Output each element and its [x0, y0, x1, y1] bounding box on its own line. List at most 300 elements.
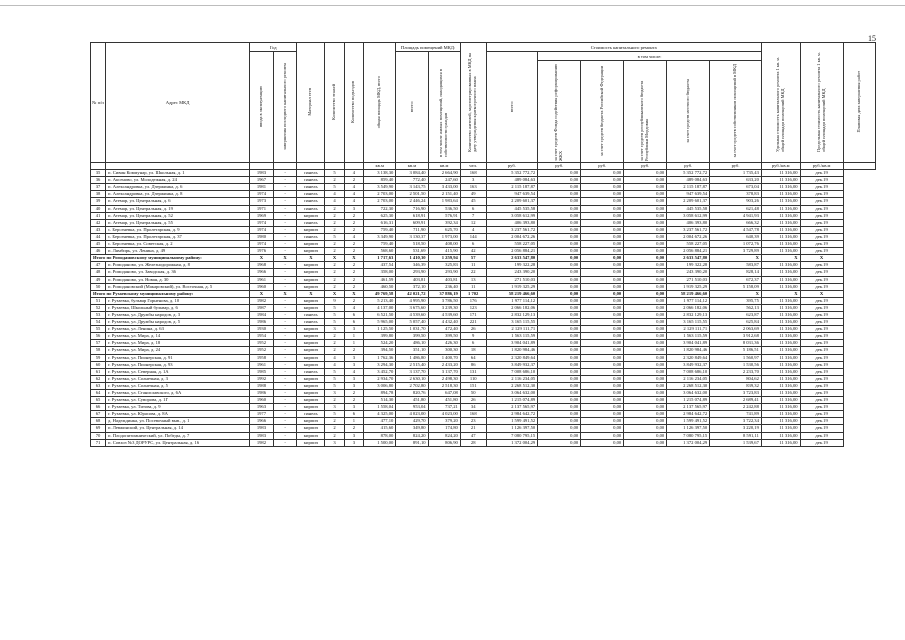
table-row	[91, 311, 876, 318]
cell-dt: дек.19	[800, 191, 843, 198]
row-address: п. Ромодановский (Макаровский), ул. Восточная, д. 5	[106, 283, 250, 290]
table-row	[91, 404, 876, 411]
table-row	[91, 418, 876, 425]
cell-en: 3	[344, 439, 363, 446]
cell-c3: 0,00	[624, 262, 667, 269]
cell-ct: 2 268 512,30	[486, 382, 538, 389]
cell-ra: 472,40	[428, 326, 460, 333]
cell-en: 3	[344, 354, 363, 361]
cell-mx: 11 316,00	[761, 354, 800, 361]
cell-ct: 243 390,20	[486, 269, 538, 276]
cell-mx: 11 316,00	[761, 276, 800, 283]
cell-c1: 0,00	[538, 205, 581, 212]
row-number: 58	[91, 347, 106, 354]
cell-y1: 1983	[250, 170, 274, 177]
cell-mat: панель	[297, 177, 325, 184]
cell-c3: 0,00	[624, 255, 667, 262]
cell-en: 3	[344, 375, 363, 382]
cell-y1: 1960	[250, 283, 274, 290]
cell-c2: 0,00	[581, 390, 624, 397]
cell-y2: -	[273, 219, 297, 226]
cell-y2: -	[273, 297, 297, 304]
cell-reg: 11	[460, 262, 486, 269]
cell-mx: 11 316,00	[761, 340, 800, 347]
cell-y2: -	[273, 411, 297, 418]
col-owners-header: за счет средств собственников помещений в МКД	[710, 61, 762, 163]
table-row	[91, 397, 876, 404]
cell-reg: 163	[460, 184, 486, 191]
cell-ra: 625,70	[428, 226, 460, 233]
cell-ta: 859,40	[364, 177, 396, 184]
cell-c3: 0,00	[624, 219, 667, 226]
table-row	[91, 333, 876, 340]
cell-sp: X	[710, 290, 762, 297]
top-rule	[0, 5, 905, 6]
cell-c1: 0,00	[538, 439, 581, 446]
cell-pa: 42 021,72	[396, 290, 428, 297]
cell-reg: 171	[460, 311, 486, 318]
table-row	[91, 432, 876, 439]
cell-mx: 11 316,00	[761, 333, 800, 340]
cell-y2: -	[273, 425, 297, 432]
cell-c3: 0,00	[624, 226, 667, 233]
cell-en: 2	[344, 219, 363, 226]
cell-fl: 3	[325, 390, 344, 397]
cell-c3: 0,00	[624, 269, 667, 276]
cell-mat: кирпич	[297, 347, 325, 354]
cell-reg: 110	[460, 375, 486, 382]
cell-dt: дек.19	[800, 226, 843, 233]
cell-ct: 1 126 397,50	[486, 425, 538, 432]
cell-y1: 1974	[250, 191, 274, 198]
cell-c2: 0,00	[581, 290, 624, 297]
cell-reg: 6	[460, 205, 486, 212]
cell-dt: дек.19	[800, 333, 843, 340]
cell-y1: 1963	[250, 404, 274, 411]
cell-c2: 0,00	[581, 382, 624, 389]
cell-y2: -	[273, 212, 297, 219]
cell-dt: дек.19	[800, 432, 843, 439]
row-number: 44	[91, 233, 106, 240]
cell-c1: 0,00	[538, 177, 581, 184]
row-address: г. Рузаевка, ул. Солнечная, д. 3	[106, 375, 250, 382]
cell-c2: 0,00	[581, 297, 624, 304]
cell-ra: 403,81	[428, 276, 460, 283]
col-premises-total-header: всего:	[396, 52, 428, 163]
cell-fl: 2	[325, 283, 344, 290]
cell-y1: 1974	[250, 241, 274, 248]
cell-pa: 1 410,30	[396, 255, 428, 262]
row-address: г. Рузаевка, ул. Дружбы народов, д. 3	[106, 311, 250, 318]
cell-y1: 1966	[250, 269, 274, 276]
cell-ta: 1 717,63	[364, 255, 396, 262]
cell-c2: 0,00	[581, 269, 624, 276]
cell-c2: 0,00	[581, 361, 624, 368]
cell-fl: 5	[325, 368, 344, 375]
cell-ta: 616,31	[364, 219, 396, 226]
cell-ra: 415,90	[428, 248, 460, 255]
cell-c1: 0,00	[538, 184, 581, 191]
cell-c3: 0,00	[624, 390, 667, 397]
cell-c1: 0,00	[538, 233, 581, 240]
row-address: г. Рузаевка, ул. Солнечная, д. 5	[106, 382, 250, 389]
cell-c2: 0,00	[581, 304, 624, 311]
cell-c3: 0,00	[624, 432, 667, 439]
row-address: п. Ромоданово, ул. Новая, д. 30	[106, 276, 250, 283]
cell-y2: -	[273, 226, 297, 233]
cell-ra: 1 400,70	[428, 354, 460, 361]
cell-c4: 3 165 115,55	[667, 319, 710, 326]
cell-ta: 722,30	[364, 205, 396, 212]
cell-c3: 0,00	[624, 326, 667, 333]
cell-c2: 0,00	[581, 276, 624, 283]
cell-ra: 2 151,40	[428, 191, 460, 198]
table-row	[91, 198, 876, 205]
row-number: 43	[91, 226, 106, 233]
cell-ra: 174,80	[428, 425, 460, 432]
cell-c1: 0,00	[538, 382, 581, 389]
col-premises-area-header: Площадь помещений МКД:	[396, 43, 461, 52]
row-address: г. Рузаевка, Школьный бульвар, д. 6	[106, 304, 250, 311]
cell-ta: 2 703,00	[364, 198, 396, 205]
cell-mx: 11 316,00	[761, 411, 800, 418]
cell-c3: 0,00	[624, 411, 667, 418]
cell-reg: 123	[460, 304, 486, 311]
row-number: 52	[91, 304, 106, 311]
cell-c4: 2 268 512,30	[667, 382, 710, 389]
cell-sp: 8 031,36	[710, 340, 762, 347]
cell-fl: 2	[325, 177, 344, 184]
row-number: 67	[91, 411, 106, 418]
cell-y2: -	[273, 311, 297, 318]
table-row	[91, 347, 876, 354]
cell-mat: кирпич	[297, 361, 325, 368]
cell-y1: 1954	[250, 333, 274, 340]
cell-ct: 2 066 182,06	[486, 304, 538, 311]
cell-mx: 11 316,00	[761, 361, 800, 368]
cell-mx: 11 316,00	[761, 404, 800, 411]
cell-pa: 2 446,24	[396, 198, 428, 205]
cell-c3: 0,00	[624, 276, 667, 283]
cell-ta: 461,59	[364, 276, 396, 283]
cell-y2: -	[273, 205, 297, 212]
cell-c2: 0,00	[581, 170, 624, 177]
cell-y2: -	[273, 304, 297, 311]
cell-ra: 737,21	[428, 404, 460, 411]
cell-mat: панель	[297, 191, 325, 198]
subtotal-row	[91, 255, 876, 262]
cell-c4: 406 393,80	[667, 219, 710, 226]
cell-dt: дек.19	[800, 340, 843, 347]
cell-dt: дек.19	[800, 354, 843, 361]
cell-mx: 11 316,00	[761, 347, 800, 354]
cell-fl: 4	[325, 198, 344, 205]
cell-fl: 2	[325, 425, 344, 432]
col-residential-header: в том числе жилых помещений, находящихся в собственности граждан	[428, 52, 460, 163]
cell-y2: X	[273, 290, 297, 297]
row-address: г. Рузаевка, ул. Пионерская, д. 91	[106, 354, 250, 361]
row-number: 42	[91, 219, 106, 226]
cell-y2: -	[273, 177, 297, 184]
cell-dt: дек.19	[800, 198, 843, 205]
cell-c4: 2 116 234,05	[667, 375, 710, 382]
col-registered-header: Количество жителей, зарегистрированных в МКД на дату утверждения краткосрочного плана	[460, 43, 486, 163]
cell-mat: кирпич	[297, 404, 325, 411]
cell-ta: 477,10	[364, 418, 396, 425]
table-row	[91, 191, 876, 198]
cell-reg: 144	[460, 233, 486, 240]
cell-y2: -	[273, 326, 297, 333]
cell-y1: X	[250, 290, 274, 297]
cell-ta: 2 934,70	[364, 375, 396, 382]
cell-en: 2	[344, 241, 363, 248]
cell-c3: 0,00	[624, 297, 667, 304]
cell-fl: 2	[325, 397, 344, 404]
cell-c1: 0,00	[538, 276, 581, 283]
cell-reg: 57	[460, 255, 486, 262]
row-number: 54	[91, 319, 106, 326]
cell-y2: -	[273, 276, 297, 283]
cell-mx: 11 316,00	[761, 269, 800, 276]
cell-y1: 1981	[250, 184, 274, 191]
row-number: 51	[91, 297, 106, 304]
cell-pa: 3 675,60	[396, 304, 428, 311]
col-year-overhaul-header: завершения последнего капитального ремонта	[273, 52, 297, 163]
cell-ct: 2 832 129,13	[486, 311, 538, 318]
cell-fl: 5	[325, 411, 344, 418]
cell-en: 2	[344, 212, 363, 219]
cell-c4: 5 352 772,72	[667, 170, 710, 177]
cell-c4: 2 832 129,13	[667, 311, 710, 318]
cell-c3: 0,00	[624, 205, 667, 212]
cell-pa: 403,81	[396, 276, 428, 283]
col-plan-date-header: Плановая дата завершения работ	[843, 43, 875, 163]
cell-c3: 0,00	[624, 404, 667, 411]
cell-pa: 711,90	[396, 226, 428, 233]
cell-pa: 372,10	[396, 283, 428, 290]
cell-sp: X	[710, 255, 762, 262]
cell-en: 1	[344, 418, 363, 425]
cell-ta: 878,00	[364, 432, 396, 439]
cell-y2: -	[273, 354, 297, 361]
table-row	[91, 361, 876, 368]
cell-ta: 759,40	[364, 241, 396, 248]
cell-en: 2	[344, 425, 363, 432]
cell-mat: кирпич	[297, 248, 325, 255]
cell-mat: кирпич	[297, 326, 325, 333]
cell-dt: дек.19	[800, 425, 843, 432]
cell-mx: 11 316,00	[761, 226, 800, 233]
cell-y1: 1974	[250, 219, 274, 226]
cell-ra: 4 432,40	[428, 319, 460, 326]
cell-dt: дек.19	[800, 311, 843, 318]
cell-fl: 5	[325, 304, 344, 311]
table-row	[91, 170, 876, 177]
cell-ra: 408,00	[428, 241, 460, 248]
cell-en: 3	[344, 382, 363, 389]
cell-c4: 2 066 182,06	[667, 304, 710, 311]
cell-y1: 1958	[250, 354, 274, 361]
table-row	[91, 269, 876, 276]
cell-c2: 0,00	[581, 198, 624, 205]
cell-c1: 0,00	[538, 418, 581, 425]
cell-reg: 11	[460, 283, 486, 290]
cell-pa: 4 023,00	[396, 411, 428, 418]
cell-sp: 1 735,43	[710, 170, 762, 177]
cell-pa: 3 143,75	[396, 184, 428, 191]
cell-c3: 0,00	[624, 233, 667, 240]
cell-ct: 199 322,28	[486, 262, 538, 269]
cell-c1: 0,00	[538, 347, 581, 354]
cell-ct: 2 004 672,26	[486, 233, 538, 240]
cell-c2: 0,00	[581, 425, 624, 432]
cell-en: 4	[344, 170, 363, 177]
cell-ra: 3 433,00	[428, 184, 460, 191]
cell-ct: 3 064 632,00	[486, 390, 538, 397]
row-address: г. Рузаевка, ул. Дружбы народов, д. 5	[106, 319, 250, 326]
cell-y2: -	[273, 333, 297, 340]
cell-sp: 8 591,11	[710, 432, 762, 439]
cell-en: 3	[344, 361, 363, 368]
cell-ct: 1 372 004,29	[486, 439, 538, 446]
cell-c2: 0,00	[581, 191, 624, 198]
cell-dt: дек.19	[800, 368, 843, 375]
cell-sp: 633,20	[710, 177, 762, 184]
cell-ra: 37 886,19	[428, 290, 460, 297]
row-number: 50	[91, 283, 106, 290]
table-body	[91, 163, 876, 447]
cell-pa: 451,80	[396, 397, 428, 404]
cell-c4: 1 820 984,46	[667, 347, 710, 354]
cell-y2: -	[273, 262, 297, 269]
cell-mat: кирпич	[297, 397, 325, 404]
cell-ta: 3 294,30	[364, 361, 396, 368]
cell-mx: 11 316,00	[761, 375, 800, 382]
cell-reg: 4	[460, 226, 486, 233]
cell-c3: 0,00	[624, 333, 667, 340]
row-number: 46	[91, 248, 106, 255]
cell-dt: дек.19	[800, 361, 843, 368]
row-address: п. Левжинский, ул. Центральная, д. 14	[106, 425, 250, 432]
table-row	[91, 248, 876, 255]
cell-c4: 489 084,63	[667, 177, 710, 184]
cell-mx: 11 316,00	[761, 319, 800, 326]
cell-y1: 1986	[250, 319, 274, 326]
cell-sp: 673,04	[710, 184, 762, 191]
cell-pa: 891,10	[396, 439, 428, 446]
cell-ra: 536,50	[428, 205, 460, 212]
cell-reg: 168	[460, 411, 486, 418]
cell-c1: 0,00	[538, 269, 581, 276]
cell-mx: 11 316,00	[761, 326, 800, 333]
cell-y1: 1983	[250, 432, 274, 439]
cell-en: 4	[344, 368, 363, 375]
cell-ra: 2 498,30	[428, 375, 460, 382]
cell-c2: 0,00	[581, 326, 624, 333]
cell-pa: 1 486,80	[396, 354, 428, 361]
cell-reg: 168	[460, 170, 486, 177]
cell-sp: 3 220,19	[710, 425, 762, 432]
cell-c2: 0,00	[581, 184, 624, 191]
cell-y1: 1930	[250, 326, 274, 333]
cell-ct: 2 115 187,87	[486, 184, 538, 191]
subtotal-label: Итого по Рузаевскому муниципальному району:	[91, 290, 250, 297]
cell-ta: 514,30	[364, 397, 396, 404]
row-number: 35	[91, 170, 106, 177]
cell-dt: дек.19	[800, 233, 843, 240]
cell-ta: 3 549,90	[364, 184, 396, 191]
cell-ra: 399,50	[428, 333, 460, 340]
table-row	[91, 340, 876, 347]
cell-c3: 0,00	[624, 198, 667, 205]
cell-mx: 11 316,00	[761, 382, 800, 389]
cell-y1: 1980	[250, 233, 274, 240]
row-number: 71	[91, 439, 106, 446]
cell-en: 3	[344, 404, 363, 411]
cell-c1: 0,00	[538, 297, 581, 304]
cell-ta: 2 703,00	[364, 191, 396, 198]
cell-ra: 3 239,30	[428, 304, 460, 311]
cell-sp: 4 941,93	[710, 212, 762, 219]
row-number: 60	[91, 361, 106, 368]
cell-y1: 1988	[250, 382, 274, 389]
cell-c2: 0,00	[581, 354, 624, 361]
cell-y1: 1966	[250, 418, 274, 425]
cell-fl: 2	[325, 262, 344, 269]
cell-mat: кирпич	[297, 439, 325, 446]
cell-ct: 2 984 642,72	[486, 411, 538, 418]
cell-y1: 1961	[250, 276, 274, 283]
cell-ta: 3 349,90	[364, 233, 396, 240]
cell-fl: 5	[325, 382, 344, 389]
cell-sp: 562,13	[710, 304, 762, 311]
cell-reg: 50	[460, 390, 486, 397]
cell-reg: 26	[460, 326, 486, 333]
cell-ct: 2 633 547,80	[486, 255, 538, 262]
cell-ct: 2 056 884,21	[486, 248, 538, 255]
row-number: 53	[91, 311, 106, 318]
cell-sp: 3 912,68	[710, 333, 762, 340]
cell-reg: 18	[460, 347, 486, 354]
cell-mx: 11 316,00	[761, 432, 800, 439]
row-address: п. Ромоданово, ул. Железнодорожная, д. 8	[106, 262, 250, 269]
row-number: 62	[91, 375, 106, 382]
cell-sp: 583,87	[710, 262, 762, 269]
cell-fl: 4	[325, 191, 344, 198]
cell-ct: 406 393,80	[486, 219, 538, 226]
cell-mat: панель	[297, 311, 325, 318]
cell-pa: 351,10	[396, 347, 428, 354]
cell-mat: панель	[297, 198, 325, 205]
cell-dt: дек.19	[800, 439, 843, 446]
cell-fl: 4	[325, 354, 344, 361]
cell-reg: 1 702	[460, 290, 486, 297]
cell-en: 2	[344, 226, 363, 233]
cell-c4: 3 064 632,00	[667, 390, 710, 397]
table-row	[91, 390, 876, 397]
cell-mat: кирпич	[297, 276, 325, 283]
cell-ra: 1 973,00	[428, 233, 460, 240]
cell-y2: -	[273, 319, 297, 326]
cell-y1: 1974	[250, 226, 274, 233]
cell-sp: 625,84	[710, 319, 762, 326]
cell-dt: дек.19	[800, 248, 843, 255]
cell-c1: 0,00	[538, 375, 581, 382]
cell-mx: 11 316,00	[761, 177, 800, 184]
cell-mat: кирпич	[297, 269, 325, 276]
cell-mat: кирпич	[297, 425, 325, 432]
cell-reg: 45	[460, 198, 486, 205]
